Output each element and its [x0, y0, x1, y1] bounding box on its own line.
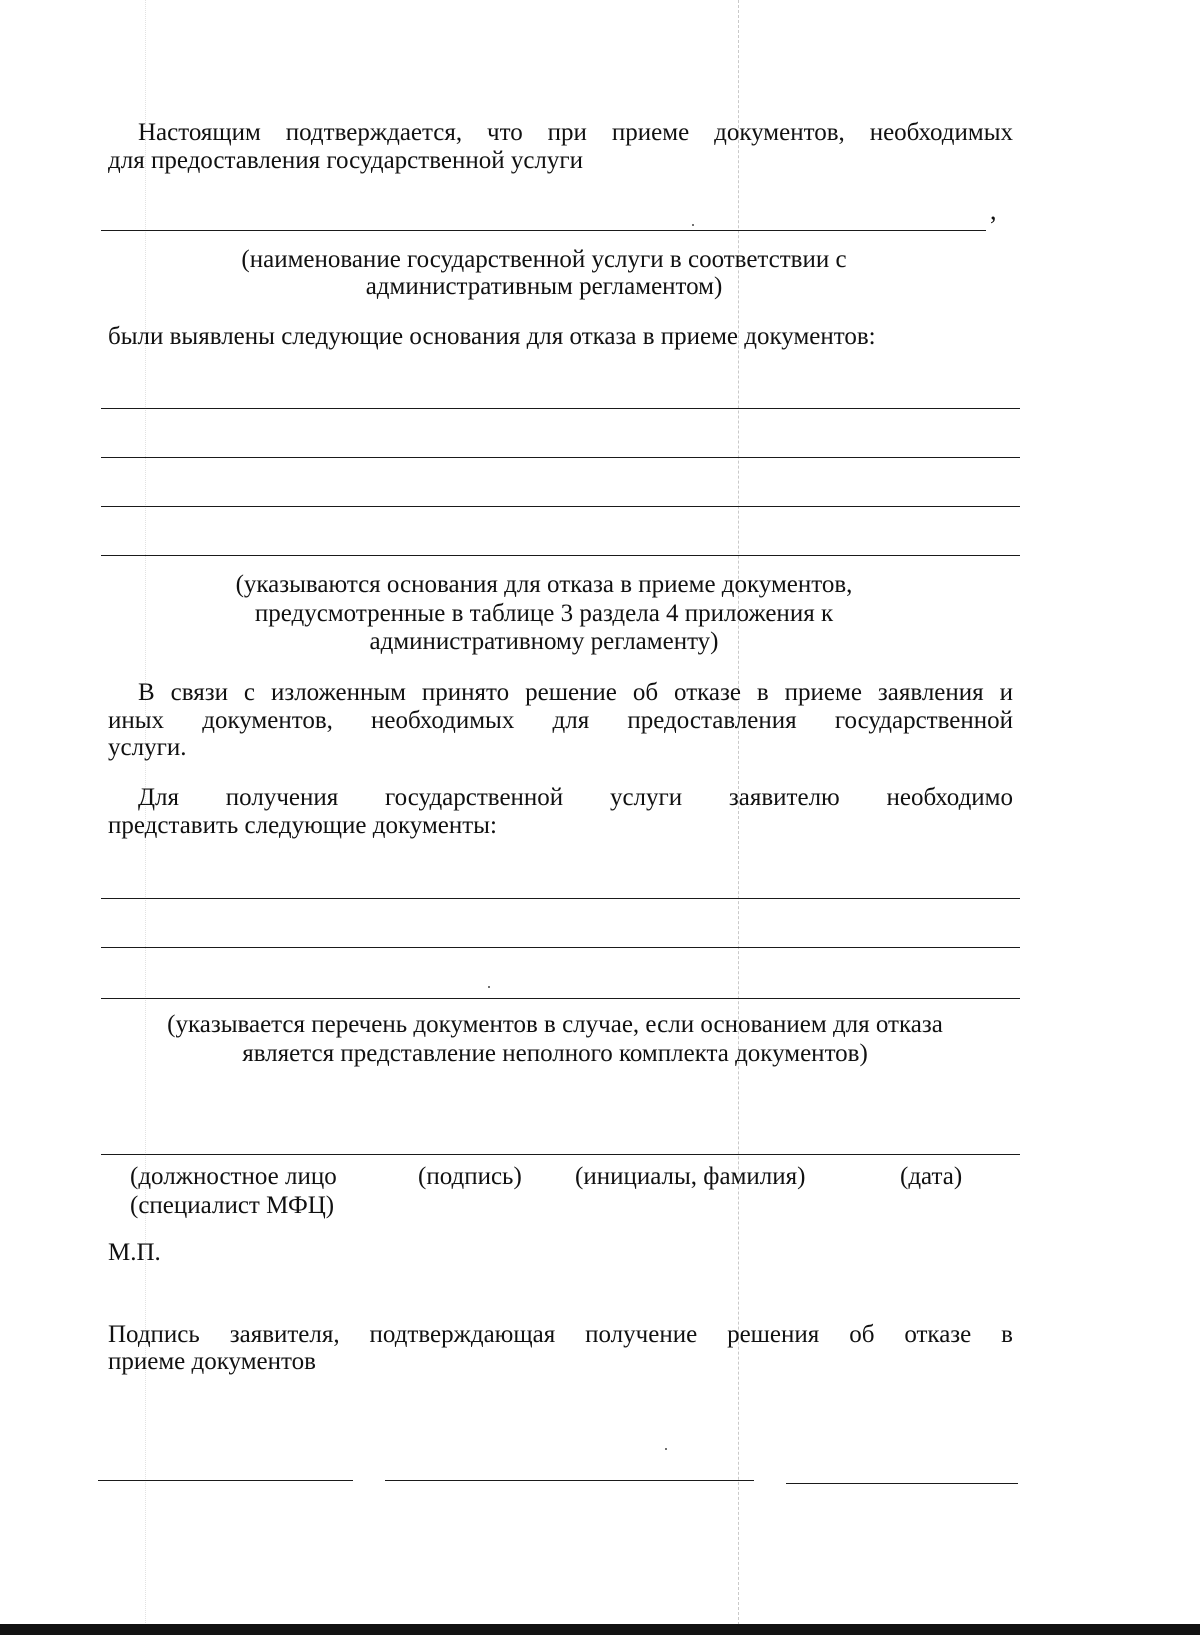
- scan-speck: [488, 986, 490, 988]
- docs-caption-line-2: является представление неполного комплекта документов): [242, 1040, 868, 1067]
- applicant-line-2: приеме документов: [108, 1348, 316, 1375]
- initials-label: (инициалы, фамилия): [575, 1163, 806, 1190]
- scan-speck: [665, 1448, 667, 1450]
- required-docs-line-2: представить следующие документы:: [108, 812, 497, 839]
- signature-line: [101, 1154, 1020, 1155]
- grounds-caption-line-3: административному регламенту): [369, 628, 719, 655]
- trailing-comma: ,: [990, 196, 997, 225]
- grounds-intro: были выявлены следующие основания для отказа в приеме документов:: [108, 323, 876, 350]
- grounds-caption-line-1: (указываются основания для отказа в приеме документов,: [235, 571, 853, 598]
- stamp-label: М.П.: [108, 1239, 161, 1266]
- scan-bottom-edge: [0, 1624, 1200, 1635]
- scan-speck: [692, 224, 694, 226]
- date-label: (дата): [900, 1163, 963, 1190]
- service-caption-line-1: (наименование государственной услуги в соответствии с: [241, 246, 847, 273]
- official-label-line-1: (должностное лицо: [130, 1163, 337, 1190]
- decision-line-3: услуги.: [108, 734, 187, 761]
- docs-line-3: [101, 998, 1020, 999]
- docs-caption-line-1: (указывается перечень документов в случае, если основанием для отказа: [167, 1011, 943, 1038]
- decision-line-1: В связи с изложенным принято решение об отказе в приеме заявления и: [138, 679, 1013, 706]
- intro-line-1: Настоящим подтверждается, что при приеме документов, необходимых: [138, 119, 1013, 146]
- docs-line-2: [101, 947, 1020, 948]
- grounds-line-4: [101, 555, 1020, 556]
- applicant-signature-line-2: [385, 1480, 754, 1481]
- applicant-signature-line-1: [98, 1480, 353, 1481]
- required-docs-line-1: Для получения государственной услуги заявителю необходимо: [138, 784, 1013, 811]
- decision-line-2: иных документов, необходимых для предоставления государственной: [108, 707, 1013, 734]
- grounds-line-2: [101, 457, 1020, 458]
- applicant-line-1: Подпись заявителя, подтверждающая получение решения об отказе в: [108, 1321, 1013, 1348]
- service-name-line: [101, 230, 986, 231]
- grounds-line-3: [101, 506, 1020, 507]
- official-label-line-2: (специалист МФЦ): [130, 1192, 335, 1219]
- intro-line-2: для предоставления государственной услуги: [108, 147, 584, 174]
- grounds-caption-line-2: предусмотренные в таблице 3 раздела 4 приложения к: [254, 600, 834, 627]
- applicant-signature-line-3: [786, 1483, 1018, 1484]
- signature-label: (подпись): [418, 1163, 522, 1190]
- service-caption-line-2: административным регламентом): [365, 273, 723, 300]
- grounds-line-1: [101, 408, 1020, 409]
- docs-line-1: [101, 898, 1020, 899]
